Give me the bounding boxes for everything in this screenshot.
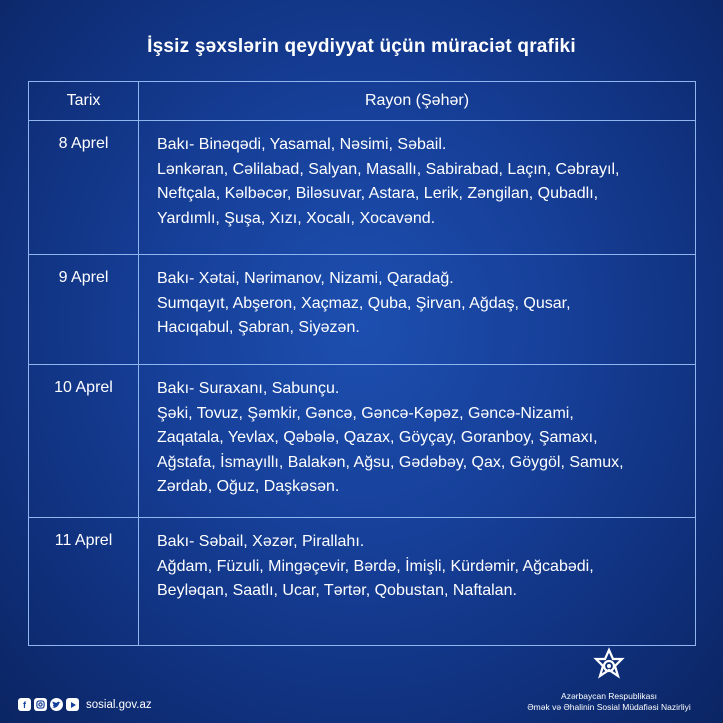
districts-cell: [139, 255, 695, 364]
instagram-icon[interactable]: [34, 698, 47, 711]
date-cell: 11 Aprel: [29, 518, 139, 645]
district-line: Hacıqabul, Şabran, Siyəzən.: [157, 319, 360, 336]
district-line: Bakı- Suraxanı, Sabunçu.: [157, 380, 340, 397]
youtube-icon[interactable]: [66, 698, 79, 711]
districts-cell: [139, 518, 695, 645]
district-line: Bakı- Binəqədi, Yasamal, Nəsimi, Səbail.: [157, 136, 447, 153]
district-line: Zərdab, Oğuz, Daşkəsən.: [157, 478, 340, 495]
district-line: Şəki, Tovuz, Şəmkir, Gəncə, Gəncə-Kəpəz, Gəncə-Nizami,: [157, 404, 574, 422]
table-row: [29, 364, 695, 517]
districts-cell: [139, 121, 695, 254]
district-line: Ağstafa, İsmayıllı, Balakən, Ağsu, Gədəbəy, Qax, Göygöl, Samux,: [157, 453, 624, 471]
district-line: Beyləqan, Saatlı, Ucar, Tərtər, Qobustan, Naftalan.: [157, 582, 517, 599]
website-link[interactable]: sosial.gov.az: [86, 698, 152, 711]
facebook-icon[interactable]: f: [18, 698, 31, 711]
district-line: Lənkəran, Cəlilabad, Salyan, Masallı, Sabirabad, Laçın, Cəbrayıl,: [157, 160, 620, 178]
table-row: [29, 120, 695, 254]
district-line: Bakı- Xətai, Nərimanov, Nizami, Qaradağ.: [157, 270, 454, 287]
districts-cell: [139, 365, 695, 517]
ministry-country: Azərbaycan Respublikası: [561, 691, 657, 701]
footer-social: [18, 698, 152, 711]
header-districts: Rayon (Şəhər): [364, 91, 470, 109]
table-row: [29, 517, 695, 645]
table-header-row: [29, 82, 695, 120]
twitter-icon[interactable]: [50, 698, 63, 711]
date-cell: 9 Aprel: [29, 255, 139, 364]
district-line: Yardımlı, Şuşa, Xızı, Xocalı, Xocavənd.: [157, 209, 436, 227]
district-line: Ağdam, Füzuli, Mingəçevir, Bərdə, İmişli, Kürdəmir, Ağcabədi,: [157, 557, 594, 575]
district-line: Neftçala, Kəlbəcər, Biləsuvar, Astara, Lerik, Zəngilan, Qubadlı,: [157, 185, 599, 202]
district-line: Zaqatala, Yevlax, Qəbələ, Qazax, Göyçay, Goranboy, Şamaxı,: [157, 429, 598, 446]
date-cell: 8 Aprel: [29, 121, 139, 254]
district-line: Sumqayıt, Abşeron, Xaçmaz, Quba, Şirvan, Ağdaş, Qusar,: [157, 294, 571, 312]
ministry-branding: [509, 647, 709, 713]
district-line: Bakı- Səbail, Xəzər, Pirallahı.: [157, 533, 365, 550]
table-row: [29, 254, 695, 364]
header-date: Tarix: [29, 82, 139, 120]
date-cell: 10 Aprel: [29, 365, 139, 517]
page-title: İşsiz şəxslərin qeydiyyat üçün müraciət qrafiki: [147, 36, 576, 57]
ministry-emblem-icon: [589, 647, 629, 687]
ministry-name: Əmək və Əhalinin Sosial Müdafiəsi Nazirliyi: [527, 702, 691, 712]
schedule-table: [28, 81, 696, 646]
